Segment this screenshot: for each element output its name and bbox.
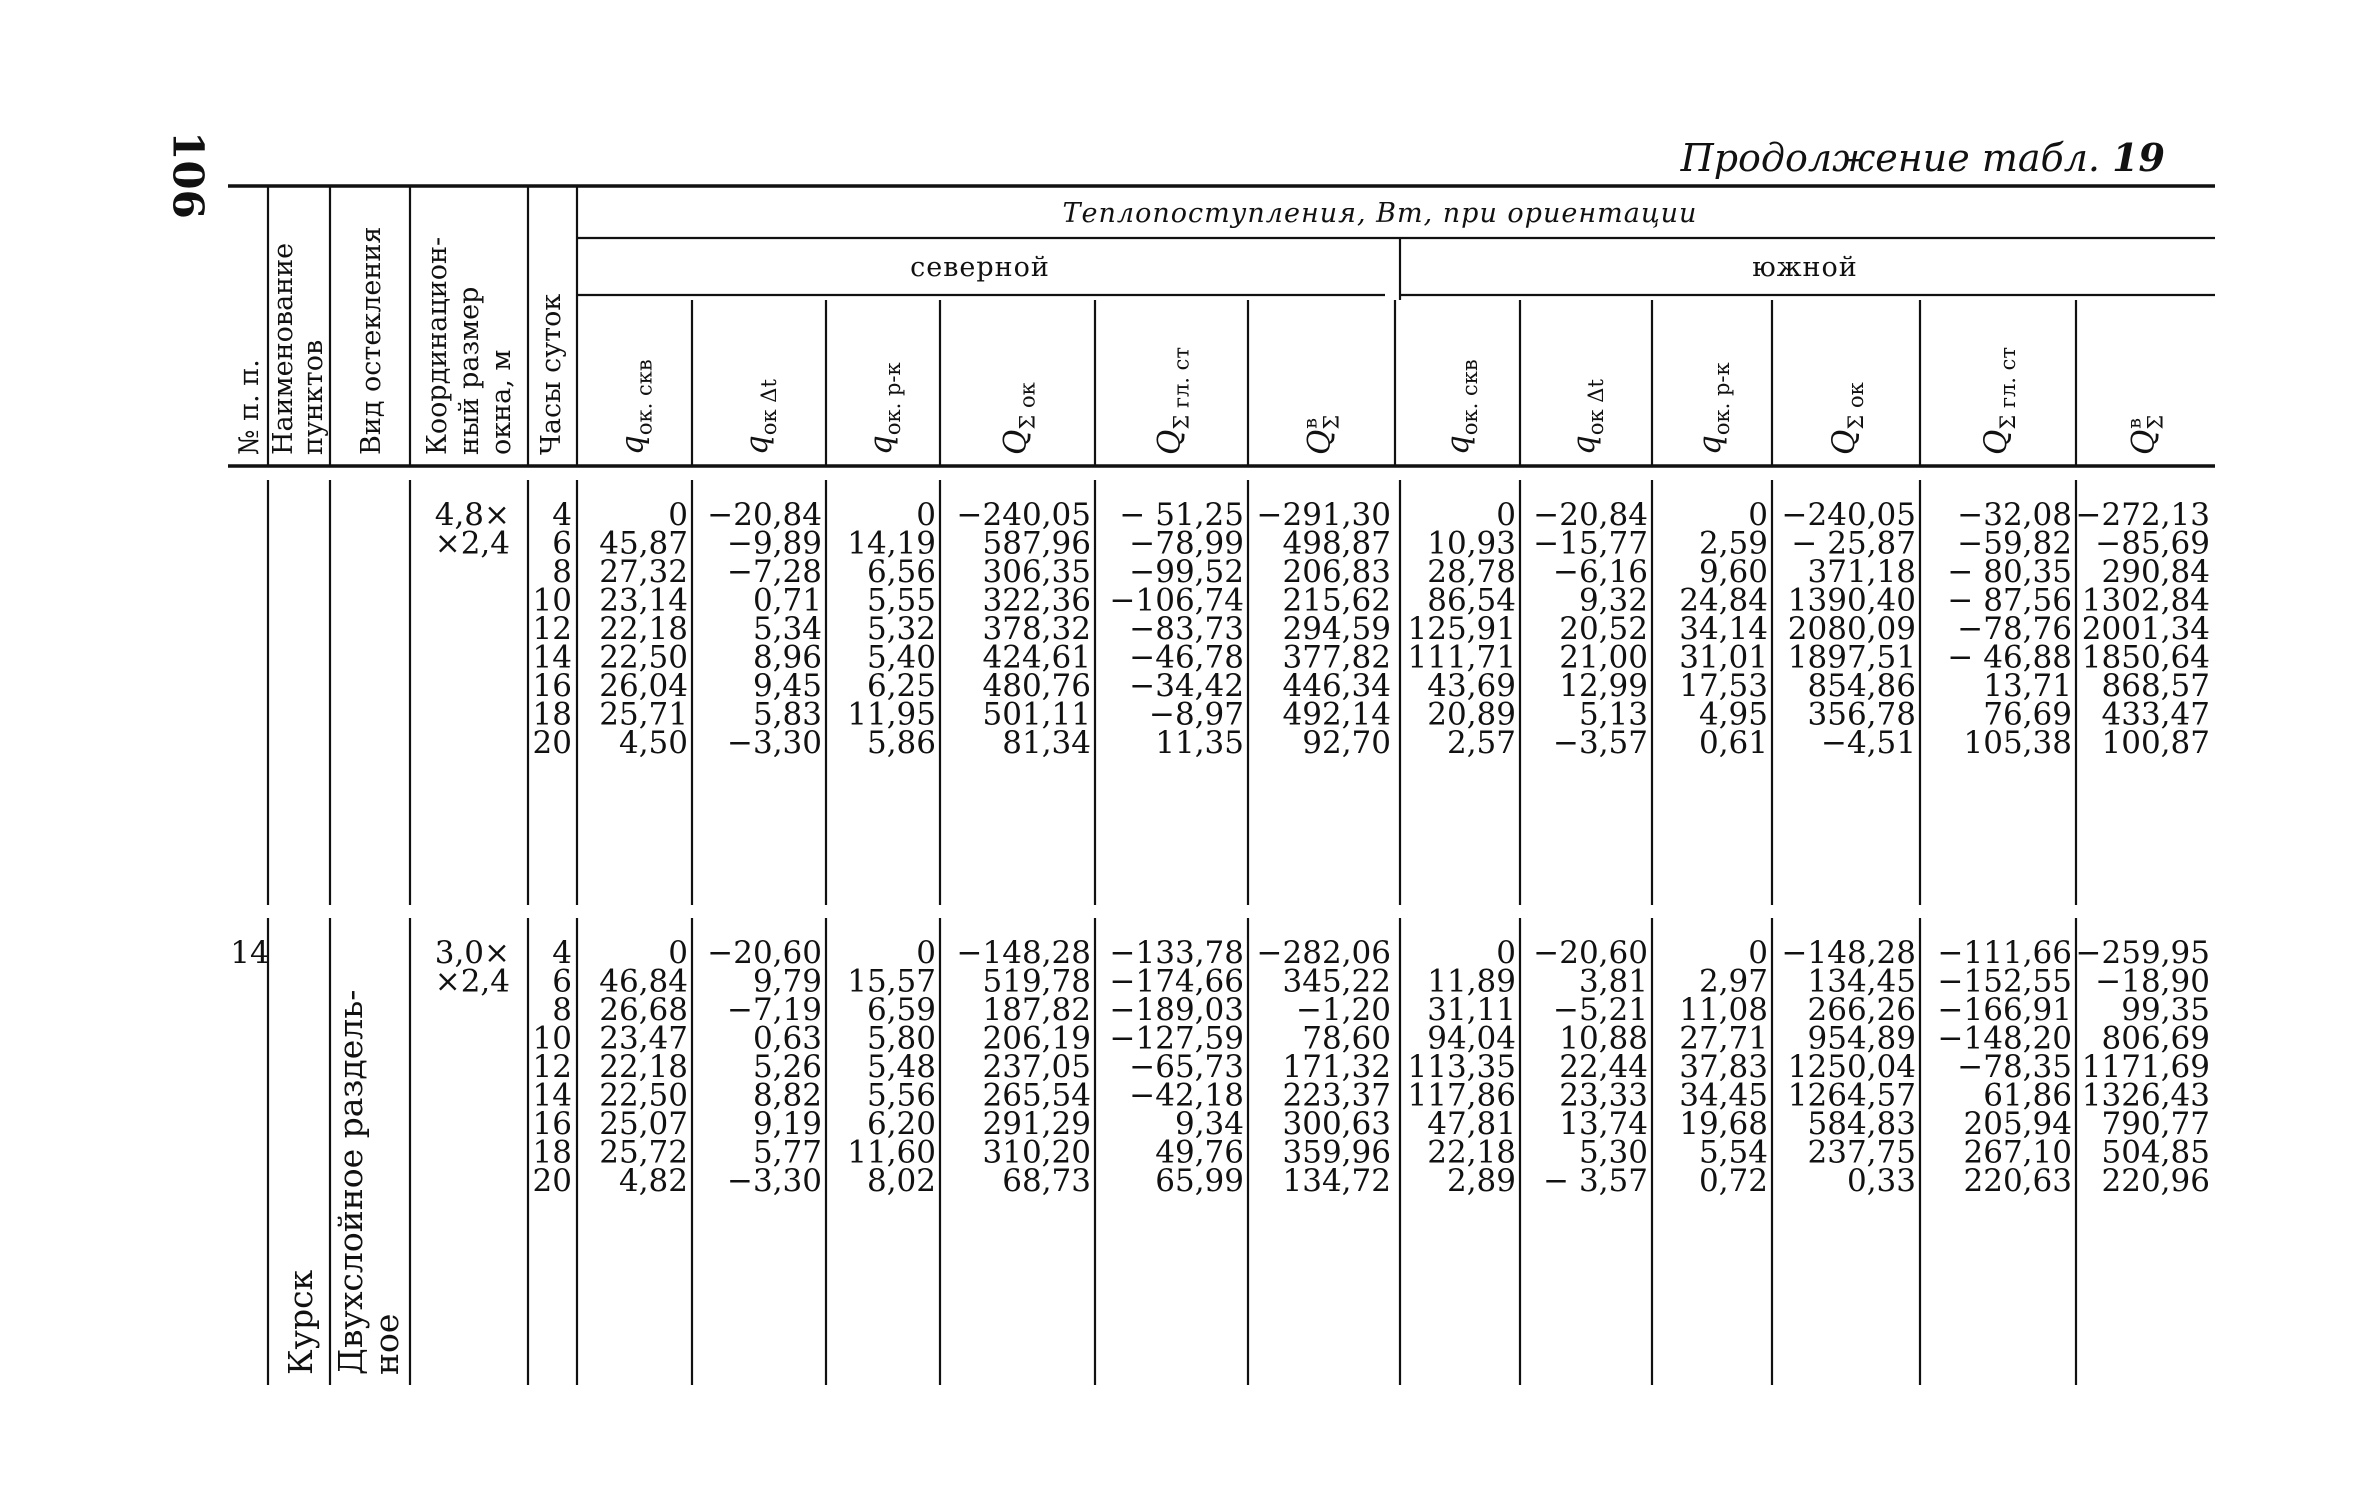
- table-cell: −166,91: [1937, 992, 2072, 1028]
- table-cell: 868,57: [2101, 668, 2210, 704]
- table-cell: 47,81: [1427, 1106, 1516, 1142]
- table-cell: 5,86: [866, 725, 936, 761]
- header-subcolumn: [1692, 362, 1734, 455]
- table-cell: −78,99: [1129, 525, 1244, 562]
- table-cell: 266,26: [1807, 992, 1916, 1028]
- table-cell: 1302,84: [2081, 582, 2210, 619]
- table-cell: −4,51: [1821, 725, 1916, 761]
- table-cell: 587,96: [982, 525, 1091, 562]
- subcolumn-subscript: Σ ок: [1015, 382, 1040, 430]
- table-cell: 5,32: [866, 611, 936, 647]
- header-col-number: № п. п.: [234, 359, 265, 455]
- table-cell: −83,73: [1129, 611, 1244, 647]
- table-cell: 0: [1496, 935, 1516, 971]
- table-cell: 46,84: [599, 963, 688, 1000]
- hour-cell: 10: [532, 582, 572, 619]
- table-cell: 9,45: [752, 668, 822, 704]
- table-cell: 2,89: [1446, 1163, 1516, 1199]
- table-cell: 206,19: [982, 1020, 1091, 1057]
- header-subcolumn: [1978, 347, 2020, 455]
- header-north: северной: [910, 252, 1050, 283]
- table-cell: 45,87: [599, 525, 688, 562]
- hour-cell: 4: [552, 935, 572, 971]
- table-cell: 9,79: [752, 963, 822, 1000]
- page-number: 106: [163, 131, 213, 219]
- hour-cell: 16: [532, 1106, 572, 1142]
- subcolumn-subscript: ок Δt: [757, 379, 781, 436]
- table-cell: 0: [1496, 497, 1516, 533]
- table-cell: 61,86: [1983, 1077, 2072, 1114]
- table-cell: 0,33: [1846, 1163, 1916, 1199]
- table-cell: 0: [668, 935, 688, 971]
- subcolumn-subscript: ок. р-к: [881, 362, 905, 436]
- table-cell: 220,63: [1963, 1163, 2072, 1199]
- table-cell: −7,28: [727, 554, 822, 590]
- table-cell: 23,47: [599, 1020, 688, 1057]
- table-cell: 6,59: [866, 992, 936, 1028]
- subcolumn-symbol: Q: [1301, 429, 1338, 455]
- table-cell: 359,96: [1282, 1134, 1391, 1171]
- table-cell: −111,66: [1937, 935, 2072, 971]
- table-cell: 0,72: [1698, 1163, 1768, 1199]
- table-cell: −99,52: [1129, 554, 1244, 590]
- table-cell: 1897,51: [1787, 639, 1916, 676]
- table-cell: −240,05: [956, 497, 1091, 533]
- subcolumn-subscript: Σ гл. ст: [1169, 346, 1194, 430]
- row-number: 14: [230, 935, 270, 971]
- table-cell: −291,30: [1256, 497, 1391, 533]
- table-cell: 206,83: [1282, 554, 1391, 590]
- table-cell: 22,18: [1427, 1134, 1516, 1171]
- table-cell: 584,83: [1807, 1106, 1916, 1142]
- table-cell: 15,57: [847, 963, 936, 1000]
- window-size-line1: 4,8×: [434, 497, 510, 533]
- table-cell: 1390,40: [1787, 582, 1916, 619]
- table-cell: 11,89: [1427, 963, 1516, 1000]
- table-cell: −3,57: [1553, 725, 1648, 761]
- table-cell: −65,73: [1129, 1049, 1244, 1085]
- table-cell: 12,99: [1559, 668, 1648, 704]
- caption-text: Продолжение табл.: [1680, 136, 2101, 180]
- table-cell: 43,69: [1427, 668, 1516, 704]
- table-cell: 1171,69: [2081, 1049, 2210, 1085]
- table-cell: −46,78: [1129, 639, 1244, 676]
- header-subcolumn: [1300, 415, 1344, 455]
- header-subcolumn: [998, 382, 1040, 455]
- table-cell: 22,18: [599, 611, 688, 647]
- header-subcolumn: [1826, 382, 1868, 455]
- table-cell: −3,30: [727, 725, 822, 761]
- subcolumn-symbol: q: [1692, 435, 1728, 455]
- table-cell: 519,78: [982, 963, 1091, 1000]
- table-cell: 223,37: [1282, 1077, 1391, 1114]
- table-cell: 9,32: [1578, 582, 1648, 619]
- header-subcolumn: [739, 379, 781, 455]
- table-cell: −148,28: [1781, 935, 1916, 971]
- table-cell: −20,84: [707, 497, 822, 533]
- hour-cell: 14: [532, 1077, 572, 1114]
- table-cell: −106,74: [1109, 582, 1244, 619]
- table-cell: 5,83: [752, 696, 822, 733]
- table-cell: 17,53: [1679, 668, 1768, 704]
- table-cell: 433,47: [2101, 696, 2210, 733]
- table-cell: 0,63: [752, 1020, 822, 1057]
- table-cell: −15,77: [1533, 525, 1648, 562]
- table-cell: −240,05: [1781, 497, 1916, 533]
- table-cell: 265,54: [982, 1077, 1091, 1114]
- table-cell: 92,70: [1302, 725, 1391, 761]
- header-col-name-line1: Наименование: [268, 242, 299, 455]
- hour-cell: 12: [532, 1049, 572, 1085]
- header-subcolumn: [1440, 359, 1482, 455]
- table-cell: 24,84: [1679, 582, 1768, 619]
- table-cell: −5,21: [1553, 992, 1648, 1028]
- subcolumn-subscript: ок. р-к: [1710, 362, 1734, 436]
- table-cell: 11,60: [847, 1134, 936, 1171]
- table-cell: 49,76: [1155, 1134, 1244, 1171]
- header-col-size-line2: ный размер: [454, 286, 485, 455]
- table-cell: −42,18: [1129, 1077, 1244, 1114]
- subcolumn-symbol: Q: [1978, 429, 2014, 455]
- table-cell: −6,16: [1553, 554, 1648, 590]
- window-size-line2: ×2,4: [434, 963, 510, 1000]
- table-cell: 20,89: [1427, 696, 1516, 733]
- table-cell: 171,32: [1282, 1049, 1391, 1085]
- table-cell: 34,45: [1679, 1077, 1768, 1114]
- hour-cell: 20: [532, 1163, 572, 1199]
- table-cell: 10,93: [1427, 525, 1516, 562]
- subcolumn-subscript: Σ ок: [1844, 382, 1868, 430]
- table-cell: −85,69: [2095, 525, 2210, 562]
- table-cell: 187,82: [982, 992, 1091, 1028]
- table-cell: 134,72: [1282, 1163, 1391, 1199]
- table-cell: 4,95: [1698, 696, 1768, 733]
- hour-cell: 10: [532, 1020, 572, 1057]
- table-cell: 78,60: [1302, 1020, 1391, 1057]
- table-cell: −174,66: [1109, 963, 1244, 1000]
- glazing-type-line2: ное: [367, 1313, 406, 1375]
- table-cell: −127,59: [1109, 1020, 1244, 1057]
- subcolumn-superscript: в: [1299, 418, 1322, 429]
- table-cell: 306,35: [982, 554, 1091, 590]
- table-cell: 291,29: [982, 1106, 1091, 1142]
- header-group-title: Теплопоступления, Вт, при ориентации: [1062, 198, 1698, 229]
- table-cell: 205,94: [1963, 1106, 2072, 1142]
- subcolumn-subscript: ок. скв: [1458, 359, 1482, 436]
- table-cell: 3,81: [1578, 963, 1648, 1000]
- table-cell: 100,87: [2101, 725, 2210, 761]
- hour-cell: 6: [552, 963, 572, 1000]
- subcolumn-symbol: q: [614, 435, 651, 455]
- table-cell: 2,97: [1698, 963, 1768, 1000]
- header-subcolumn: [863, 362, 905, 455]
- table-cell: 1264,57: [1787, 1077, 1916, 1114]
- table-cell: −259,95: [2075, 935, 2210, 971]
- table-cell: 501,11: [982, 696, 1091, 733]
- hour-cell: 14: [532, 639, 572, 676]
- table-cell: 2001,34: [2081, 611, 2210, 647]
- table-cell: 37,83: [1679, 1049, 1768, 1085]
- table-cell: 117,86: [1407, 1077, 1516, 1114]
- table-cell: 854,86: [1807, 668, 1916, 704]
- table-cell: 2080,09: [1787, 611, 1916, 647]
- table-cell: 4,82: [618, 1163, 688, 1199]
- table-cell: −34,42: [1129, 668, 1244, 704]
- table-cell: 21,00: [1559, 639, 1648, 676]
- subcolumn-symbol: q: [1566, 435, 1602, 455]
- table-cell: − 46,88: [1947, 639, 2072, 676]
- header-col-size-line3: окна, м: [486, 349, 517, 455]
- table-cell: 5,34: [752, 611, 822, 647]
- hour-cell: 18: [532, 1134, 572, 1171]
- table-cell: −3,30: [727, 1163, 822, 1199]
- table-cell: 806,69: [2101, 1020, 2210, 1057]
- subcolumn-symbol: Q: [997, 429, 1034, 455]
- header-subcolumn: [1566, 379, 1608, 455]
- table-cell: − 51,25: [1119, 497, 1244, 533]
- table-cell: 2,57: [1446, 725, 1516, 761]
- city-name: Курск: [281, 1269, 320, 1375]
- header-south: южной: [1752, 252, 1858, 283]
- table-cell: 5,54: [1698, 1134, 1768, 1171]
- table-cell: 345,22: [1282, 963, 1391, 1000]
- table-cell: 5,55: [866, 582, 936, 619]
- table-cell: 31,01: [1679, 639, 1768, 676]
- table-cell: 28,78: [1427, 554, 1516, 590]
- table-cell: −20,60: [707, 935, 822, 971]
- table-cell: 310,20: [982, 1134, 1091, 1171]
- table-cell: 504,85: [2101, 1134, 2210, 1171]
- header-col-size-line1: Координацион-: [422, 236, 453, 455]
- table-cell: 267,10: [1963, 1134, 2072, 1171]
- header-col-glazing: Вид остекления: [356, 226, 387, 455]
- header-subcolumn: [615, 359, 657, 455]
- subcolumn-subscript: Σ: [1319, 414, 1344, 430]
- hour-cell: 12: [532, 611, 572, 647]
- table-cell: 5,77: [752, 1134, 822, 1171]
- subcolumn-symbol: q: [1440, 435, 1476, 455]
- table-cell: 954,89: [1807, 1020, 1916, 1057]
- table-cell: 9,19: [752, 1106, 822, 1142]
- table-cell: 237,75: [1807, 1134, 1916, 1171]
- subcolumn-subscript: ок. скв: [632, 359, 657, 436]
- subcolumn-symbol: Q: [1151, 429, 1188, 455]
- header-col-name-line2: пунктов: [298, 339, 329, 455]
- table-cell: 20,52: [1559, 611, 1648, 647]
- table-cell: −7,19: [727, 992, 822, 1028]
- table-cell: −59,82: [1957, 525, 2072, 562]
- hour-cell: 8: [552, 554, 572, 590]
- table-cell: −189,03: [1109, 992, 1244, 1028]
- table-cell: 0: [916, 935, 936, 971]
- table-cell: 220,96: [2101, 1163, 2210, 1199]
- table-cell: 86,54: [1427, 582, 1516, 619]
- subcolumn-symbol: Q: [2125, 429, 2162, 455]
- table-cell: 322,36: [982, 582, 1091, 619]
- table-cell: 377,82: [1282, 639, 1391, 676]
- table-cell: 26,04: [599, 668, 688, 704]
- table-cell: 6,56: [866, 554, 936, 590]
- table-cell: 22,18: [599, 1049, 688, 1085]
- table-cell: 25,71: [599, 696, 688, 733]
- table-cell: − 80,35: [1947, 554, 2072, 590]
- table-cell: 5,56: [866, 1077, 936, 1114]
- table-cell: 6,20: [866, 1106, 936, 1142]
- caption-table-number: 19: [2112, 135, 2165, 180]
- table-cell: 99,35: [2121, 992, 2210, 1028]
- table-cell: −18,90: [2095, 963, 2210, 1000]
- table-cell: 113,35: [1407, 1049, 1516, 1085]
- table-cell: 294,59: [1282, 611, 1391, 647]
- subcolumn-symbol: q: [739, 435, 775, 455]
- table-cell: 0: [1748, 935, 1768, 971]
- table-cell: 237,05: [982, 1049, 1091, 1085]
- table-cell: 5,13: [1578, 696, 1648, 733]
- table-cell: 371,18: [1807, 554, 1916, 590]
- table-cell: 68,73: [1002, 1163, 1091, 1199]
- table-cell: 1850,64: [2081, 639, 2210, 676]
- table-cell: 5,40: [866, 639, 936, 676]
- table-cell: 134,45: [1807, 963, 1916, 1000]
- table-cell: −20,60: [1533, 935, 1648, 971]
- table-cell: 105,38: [1963, 725, 2072, 761]
- table-cell: 22,44: [1559, 1049, 1648, 1085]
- table-cell: 34,14: [1679, 611, 1768, 647]
- table-cell: 5,48: [866, 1049, 936, 1085]
- table-cell: −1,20: [1296, 992, 1391, 1028]
- subcolumn-subscript: Σ гл. ст: [1996, 346, 2020, 430]
- table-cell: − 87,56: [1947, 582, 2072, 619]
- table-cell: 19,68: [1679, 1106, 1768, 1142]
- header-subcolumn: [2124, 415, 2168, 455]
- table-cell: 498,87: [1282, 525, 1391, 562]
- table-cell: 8,02: [866, 1163, 936, 1199]
- table-cell: 13,71: [1983, 668, 2072, 704]
- table-cell: 111,71: [1407, 639, 1516, 676]
- table-cell: − 3,57: [1543, 1163, 1648, 1199]
- table-cell: 8,82: [752, 1077, 822, 1114]
- table-cell: 22,50: [599, 639, 688, 676]
- table-cell: 9,60: [1698, 554, 1768, 590]
- table-cell: 6,25: [866, 668, 936, 704]
- table-cell: 25,07: [599, 1106, 688, 1142]
- table-cell: 9,34: [1174, 1106, 1244, 1142]
- table-cell: 2,59: [1698, 525, 1768, 562]
- table-cell: −20,84: [1533, 497, 1648, 533]
- subcolumn-superscript: в: [2123, 418, 2146, 429]
- table-cell: 76,69: [1983, 696, 2072, 733]
- table-cell: 27,32: [599, 554, 688, 590]
- hour-cell: 8: [552, 992, 572, 1028]
- subcolumn-subscript: ок Δt: [1584, 379, 1608, 436]
- header-subcolumn: [1152, 347, 1194, 455]
- table-cell: −32,08: [1957, 497, 2072, 533]
- table-cell: −148,28: [956, 935, 1091, 971]
- table-cell: 0: [1748, 497, 1768, 533]
- hour-cell: 4: [552, 497, 572, 533]
- table-cell: 1250,04: [1787, 1049, 1916, 1085]
- table-cell: 0: [916, 497, 936, 533]
- table-cell: −78,35: [1957, 1049, 2072, 1085]
- window-size-line1: 3,0×: [434, 935, 510, 971]
- table-cell: 1326,43: [2081, 1077, 2210, 1114]
- table-cell: 424,61: [982, 639, 1091, 676]
- table-cell: 11,95: [847, 696, 936, 733]
- table-cell: 4,50: [618, 725, 688, 761]
- table-cell: 23,14: [599, 582, 688, 619]
- table-cell: 125,91: [1407, 611, 1516, 647]
- table-cell: 492,14: [1282, 696, 1391, 733]
- table-cell: 26,68: [599, 992, 688, 1028]
- table-cell: −78,76: [1957, 611, 2072, 647]
- table-cell: 22,50: [599, 1077, 688, 1114]
- table-cell: 27,71: [1679, 1020, 1768, 1057]
- table-cell: −148,20: [1937, 1020, 2072, 1057]
- table-cell: 94,04: [1427, 1020, 1516, 1057]
- table-cell: −133,78: [1109, 935, 1244, 971]
- table-cell: −152,55: [1937, 963, 2072, 1000]
- table-cell: 790,77: [2101, 1106, 2210, 1142]
- table-cell: 0,71: [752, 582, 822, 619]
- subcolumn-symbol: Q: [1826, 429, 1862, 455]
- table-cell: 446,34: [1282, 668, 1391, 704]
- table-cell: 11,35: [1155, 725, 1244, 761]
- table-cell: 0: [668, 497, 688, 533]
- table-cell: 8,96: [752, 639, 822, 676]
- table-cell: 300,63: [1282, 1106, 1391, 1142]
- table-cell: −272,13: [2075, 497, 2210, 533]
- table-cell: 5,26: [752, 1049, 822, 1085]
- table-cell: 81,34: [1002, 725, 1091, 761]
- table-cell: 290,84: [2101, 554, 2210, 590]
- hour-cell: 6: [552, 525, 572, 562]
- table-cell: 13,74: [1559, 1106, 1648, 1142]
- subcolumn-subscript: Σ: [2143, 414, 2168, 430]
- table-cell: 5,30: [1578, 1134, 1648, 1171]
- hour-cell: 18: [532, 696, 572, 733]
- glazing-type-line1: Двухслойное раздель-: [331, 989, 370, 1375]
- table-cell: 11,08: [1679, 992, 1768, 1028]
- table-cell: 10,88: [1559, 1020, 1648, 1057]
- window-size-line2: ×2,4: [434, 525, 510, 562]
- table-cell: 356,78: [1807, 696, 1916, 733]
- table-cell: 5,80: [866, 1020, 936, 1057]
- table-cell: 25,72: [599, 1134, 688, 1171]
- table-cell: 378,32: [982, 611, 1091, 647]
- table-cell: −282,06: [1256, 935, 1391, 971]
- hour-cell: 16: [532, 668, 572, 704]
- table-cell: 23,33: [1559, 1077, 1648, 1114]
- subcolumn-symbol: q: [863, 435, 899, 455]
- table-cell: −9,89: [727, 525, 822, 562]
- table-cell: −8,97: [1149, 696, 1244, 733]
- table-cell: 31,11: [1427, 992, 1516, 1028]
- table-cell: 215,62: [1282, 582, 1391, 619]
- table-cell: 480,76: [982, 668, 1091, 704]
- table-cell: 14,19: [847, 525, 936, 562]
- table-cell: 0,61: [1698, 725, 1768, 761]
- table-cell: − 25,87: [1791, 525, 1916, 562]
- header-col-hours: Часы суток: [536, 293, 567, 455]
- table-cell: 65,99: [1155, 1163, 1244, 1199]
- hour-cell: 20: [532, 725, 572, 761]
